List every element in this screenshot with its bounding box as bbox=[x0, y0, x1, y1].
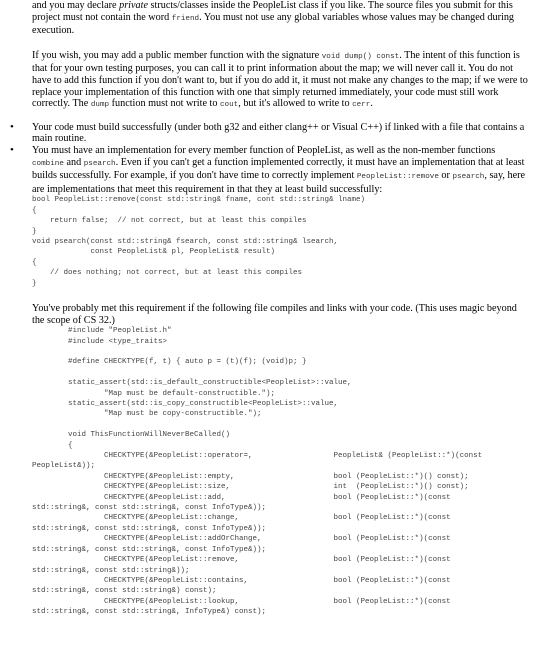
inline-code-cerr: cerr bbox=[352, 101, 371, 110]
inline-code-dump-signature: void dump() const bbox=[321, 52, 400, 61]
list-item-implementation bbox=[10, 143, 529, 289]
text-span: , say, here are implementations that meet this requirement in that they at least build successfully: bbox=[32, 170, 526, 195]
text-span: and you may declare bbox=[32, 0, 120, 11]
paragraph-private-structs bbox=[32, 0, 529, 37]
text-span: structs/classes inside the PeopleList class if you like. The source files you submit for this project must not contain the word bbox=[32, 0, 513, 23]
text-span: function must not write to bbox=[109, 98, 220, 110]
inline-code-combine: combine bbox=[32, 159, 64, 168]
code-block-psearch: void psearch(const std::string& fsearch, const std::string& lsearch, const PeopleList& pl, PeopleList& result) { // does nothing; not correct, but at least this compiles } bbox=[32, 237, 339, 288]
inline-code-remove: PeopleList::remove bbox=[356, 173, 439, 182]
text-span: , but it's allowed to write to bbox=[238, 98, 353, 110]
code-block-checktype: #include "PeopleList.h" #include <type_traits> #define CHECKTYPE(f, t) { auto p = (t)(f); (void)p; } static_assert(std::is_default_constructible<PeopleList>::value, "Map must be default-constructible."); static_assert(std::is_copy_constructible<PeopleList>::value, "Map must be copy-constructible."); void ThisFunctionWillNeverBeCalled() { CHECKTYPE(&PeopleList::operator=, PeopleList& (PeopleList::*)(const PeopleList&)); CHECKTYPE(&PeopleList::empty, bool (PeopleList::*)() const); CHECKTYPE(&PeopleList::size, int (PeopleList::*)() const); CHECKTYPE(&PeopleList::add, bool (PeopleList::*)(const std::string&, const std::string&, const InfoType&)); CHECKTYPE(&PeopleList::change, bool (PeopleList::*)(const std::string&, const std::string&, const InfoType&)); CHECKTYPE(&PeopleList::addOrChange, bool (PeopleList::*)(const std::string&, const std::string&, const InfoType&)); CHECKTYPE(&PeopleList::remove, bool (PeopleList::*)(const std::string&, const std::string&)); CHECKTYPE(&PeopleList::contains, bool (PeopleList::*)(const std::string&, const std::string&) const); CHECKTYPE(&PeopleList::lookup, bool (PeopleList::*)(const std::string&, const std::string&, InfoType&) const); bbox=[32, 327, 483, 617]
inline-code-cout: cout bbox=[220, 101, 239, 110]
paragraph-dump-function bbox=[32, 50, 529, 112]
paragraph-magic-test: You've probably met this requirement if the following file compiles and links with your code. (This uses magic beyond the scope of CS 32.) bbox=[32, 302, 517, 326]
emphasis-private: private bbox=[119, 0, 148, 11]
requirements-list bbox=[10, 120, 529, 289]
text-span: You must have an implementation for every member function of PeopleList, as well as the non-member functions bbox=[32, 144, 496, 156]
inline-code-psearch-2: psearch bbox=[452, 173, 485, 182]
text-span: . bbox=[370, 98, 373, 110]
inline-code-dump: dump bbox=[90, 101, 110, 110]
code-block-remove: bool PeopleList::remove(const std::string& fname, cont std::string& lname) { return false; // not correct, but at least this compiles } bbox=[32, 196, 366, 236]
bullet-icon: • bbox=[10, 143, 14, 156]
text-span: . You must not use any global variables whose values may be changed during execution. bbox=[32, 11, 515, 37]
text-span: . The intent of this function is that for your own testing purposes, you can call it to print information about the map; we will never call it. You do not have to add this function if you don't want to, but if you do add it, it must not make any changes to the map; if we were to replace your implementation of this function with one that simply returned immediately, your code must still work correctly. The bbox=[32, 49, 528, 110]
inline-code-friend: friend bbox=[171, 14, 200, 23]
bullet-icon: • bbox=[10, 120, 14, 133]
inline-code-psearch: psearch bbox=[83, 159, 116, 168]
text-span: or bbox=[438, 170, 453, 182]
text-span: . Even if you can't get a function implemented correctly, it must have an implementation that at least builds successfully. For example, if you don't have time to correctly implement bbox=[32, 156, 525, 182]
list-item-build bbox=[10, 120, 529, 145]
list-item-text: Your code must build successfully (under both g32 and either clang++ or Visual C++) if linked with a file that contains a main routine. bbox=[32, 121, 525, 145]
text-span: If you wish, you may add a public member function with the signature bbox=[32, 49, 322, 61]
text-span: and bbox=[63, 156, 84, 168]
